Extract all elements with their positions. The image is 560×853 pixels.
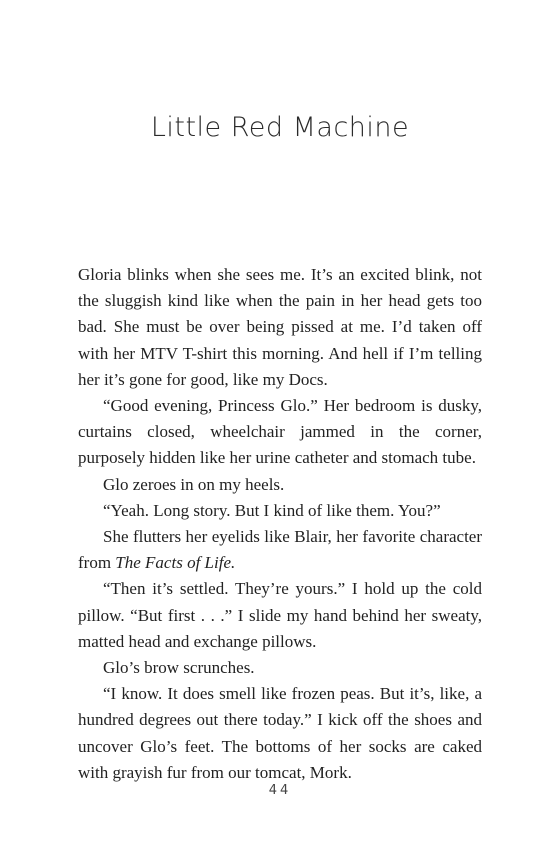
paragraph-2: “Good evening, Princess Glo.” Her bedroom is dusky, curtains closed, wheelchair jammed in the corner, purposely hidden like her urine catheter and stomach tube. [78,396,482,468]
paragraph-7: Glo’s brow scrunches. [103,658,255,678]
chapter-title: Little Red Machine [150,112,410,143]
paragraph-6: “Then it’s settled. They’re yours.” I hold up the cold pillow. “But first . . .” I slide my hand behind her sweaty, matted head and exchange pillows. [78,579,482,651]
paragraph-5 [78,524,482,576]
paragraph-8: “I know. It does smell like frozen peas. But it’s, like, a hundred degrees out there today.” I kick off the shoes and uncover Glo’s feet. The bottoms of her socks are caked with grayish fur from our tomcat, Mork. [78,684,482,782]
book-title-italic: The Facts of Life. [115,553,236,573]
paragraph-5-text: She flutters her eyelids like Blair, her favorite character from [78,527,482,573]
chapter-body [78,262,482,786]
paragraph-1: Gloria blinks when she sees me. It’s an excited blink, not the sluggish kind like when the pain in her head gets too bad. She must be over being pissed at me. I’d taken off with her MTV T-shirt this morning. And hell if I’m telling her it’s gone for good, like my Docs. [78,265,482,389]
page-number: 44 [268,783,292,798]
paragraph-4: “Yeah. Long story. But I kind of like them. You?” [103,500,441,520]
paragraph-3: Glo zeroes in on my heels. [103,474,285,494]
